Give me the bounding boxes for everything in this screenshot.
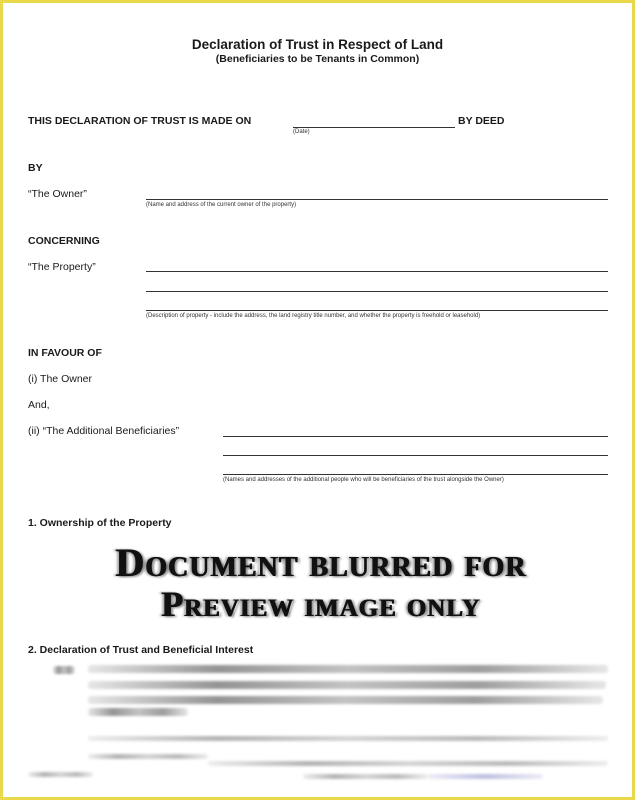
owner-label: “The Owner” [28,188,87,200]
property-label: “The Property” [28,261,96,273]
beneficiaries-caption: (Names and addresses of the additional people who will be beneficiaries of the trust alongside the Owner) [223,477,504,483]
owner-field-line[interactable] [146,199,608,200]
blurred-line [208,761,608,766]
watermark-line-1: Document blurred for [114,540,527,585]
blurred-text-line [53,666,75,674]
concerning-heading: CONCERNING [28,235,100,247]
blurred-text-line [88,665,608,673]
document-title: Declaration of Trust in Respect of Land [191,37,444,52]
owner-caption: (Name and address of the current owner of the property) [146,202,297,208]
property-field-line-3[interactable] [146,310,608,311]
blurred-text-line [88,696,603,704]
made-on-suffix: BY DEED [458,115,505,127]
property-field-line-2[interactable] [146,291,608,292]
blurred-text-line [88,708,188,716]
property-caption: (Description of property - include the address, the land registry title number, and whether the property is freehold or leasehold) [146,313,481,319]
section-1-heading: 1. Ownership of the Property [28,517,172,529]
favour-heading: IN FAVOUR OF [28,347,102,359]
beneficiaries-field-line-1[interactable] [223,436,608,437]
beneficiaries-field-line-3[interactable] [223,474,608,475]
watermark-line-2: Preview image only [160,584,481,624]
section-2-heading: 2. Declaration of Trust and Beneficial Interest [28,644,254,656]
blurred-line [88,754,208,759]
favour-and-text: And, [28,399,50,411]
blurred-line [88,736,608,741]
property-field-line-1[interactable] [146,271,608,272]
beneficiaries-field-line-2[interactable] [223,455,608,456]
favour-owner-item: (i) The Owner [28,373,92,385]
date-field-line[interactable] [293,127,455,128]
document-subtitle: (Beneficiaries to be Tenants in Common) [215,53,420,65]
blurred-line [28,772,93,777]
date-caption: (Date) [293,129,310,135]
by-heading: BY [28,162,43,174]
blurred-text-line [88,681,606,689]
favour-beneficiaries-item: (ii) “The Additional Beneficiaries” [28,425,180,437]
blurred-line [303,774,428,779]
made-on-prefix: THIS DECLARATION OF TRUST IS MADE ON [28,115,252,127]
blurred-line [428,774,543,779]
